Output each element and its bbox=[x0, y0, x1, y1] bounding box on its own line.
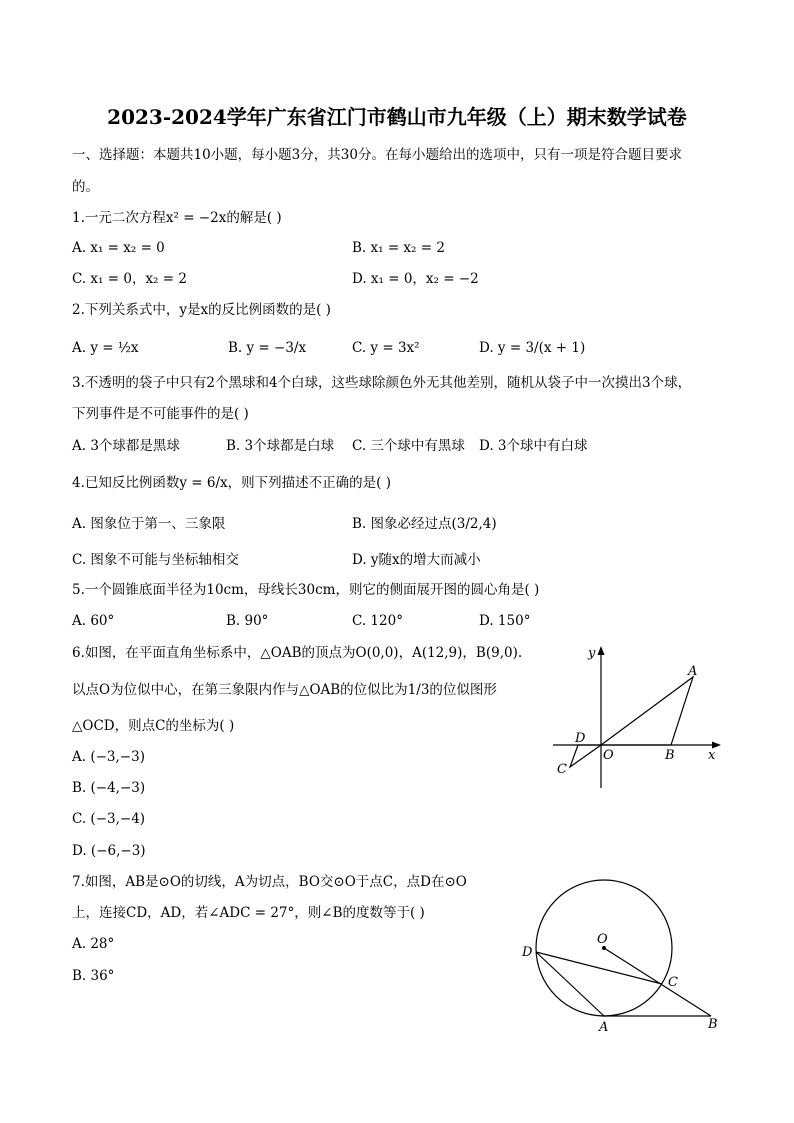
question-6-stem-cont2: △OCD，则点C的坐标为( ) bbox=[72, 718, 235, 734]
question-3-option-a: A. 3个球都是黑球 bbox=[72, 438, 180, 454]
question-3-option-b: B. 3个球都是白球 bbox=[226, 438, 335, 454]
question-1-option-a: A. x₁ = x₂ = 0 bbox=[72, 240, 165, 256]
question-5-option-c: C. 120° bbox=[352, 613, 403, 629]
question-7-option-a: A. 28° bbox=[72, 936, 115, 952]
question-4-option-a: A. 图象位于第一、三象限 bbox=[72, 516, 226, 532]
question-5-option-d: D. 150° bbox=[479, 613, 531, 629]
question-6-option-b: B. (−4,−3) bbox=[72, 780, 146, 796]
question-2-stem: 2.下列关系式中，y是x的反比例函数的是( ) bbox=[72, 302, 331, 318]
question-4-option-c: C. 图象不可能与坐标轴相交 bbox=[72, 552, 239, 568]
fig6-label-a: A bbox=[688, 664, 698, 679]
fig6-label-x: x bbox=[708, 748, 716, 763]
question-6-stem-cont1: 以点O为位似中心，在第三象限内作与△OAB的位似比为1/3的位似图形 bbox=[72, 682, 497, 698]
figure-6-coordinate-diagram bbox=[545, 640, 730, 795]
question-7-stem-cont: 上，连接CD，AD，若∠ADC = 27°，则∠B的度数等于( ) bbox=[72, 905, 425, 921]
page-title: 2023-2024学年广东省江门市鹤山市九年级（上）期末数学试卷 bbox=[107, 105, 687, 129]
question-2-option-c: C. y = 3x² bbox=[352, 340, 420, 356]
question-3-option-d: D. 3个球中有白球 bbox=[479, 438, 588, 454]
question-2-option-b: B. y = −3/x bbox=[228, 340, 307, 356]
question-2-option-d: D. y = 3/(x + 1) bbox=[479, 340, 586, 356]
fig6-label-c: C bbox=[557, 762, 567, 777]
fig6-label-d: D bbox=[575, 731, 586, 746]
question-2-option-a: A. y = ½x bbox=[72, 340, 139, 356]
question-6-stem: 6.如图，在平面直角坐标系中，△OAB的顶点为O(0,0)，A(12,9)，B(9,0). bbox=[72, 645, 523, 661]
question-6-option-a: A. (−3,−3) bbox=[72, 749, 145, 765]
question-1-option-b: B. x₁ = x₂ = 2 bbox=[352, 240, 445, 256]
fig6-label-o: O bbox=[603, 748, 614, 763]
fig6-label-y: y bbox=[588, 646, 596, 661]
question-3-option-c: C. 三个球中有黑球 bbox=[352, 438, 465, 454]
section-header-cont: 的。 bbox=[72, 179, 99, 195]
question-6-option-d: D. (−6,−3) bbox=[72, 843, 146, 859]
question-7-option-b: B. 36° bbox=[72, 968, 115, 984]
question-4-stem: 4.已知反比例函数y = 6/x，则下列描述不正确的是( ) bbox=[72, 475, 391, 491]
question-1-option-d: D. x₁ = 0，x₂ = −2 bbox=[352, 271, 479, 287]
section-header: 一、选择题：本题共10小题，每小题3分，共30分。在每小题给出的选项中，只有一项是符合题目要求 bbox=[72, 147, 682, 163]
question-5-option-b: B. 90° bbox=[226, 613, 269, 629]
fig7-label-d: D bbox=[522, 945, 533, 960]
question-4-option-d: D. y随x的增大而减小 bbox=[352, 552, 481, 568]
question-1-option-c: C. x₁ = 0，x₂ = 2 bbox=[72, 271, 187, 287]
question-4-option-b: B. 图象必经过点(3/2,4) bbox=[352, 516, 497, 532]
fig7-label-a: A bbox=[599, 1020, 609, 1035]
fig6-label-b: B bbox=[665, 748, 675, 763]
question-5-stem: 5.一个圆锥底面半径为10cm，母线长30cm，则它的侧面展开图的圆心角是( ) bbox=[72, 582, 540, 598]
question-3-stem-cont: 下列事件是不可能事件的是( ) bbox=[72, 406, 249, 422]
fig7-label-c: C bbox=[668, 975, 678, 990]
fig7-label-b: B bbox=[708, 1017, 718, 1032]
question-1-stem: 1.一元二次方程x² = −2x的解是( ) bbox=[72, 210, 282, 226]
question-5-option-a: A. 60° bbox=[72, 613, 115, 629]
question-3-stem: 3.不透明的袋子中只有2个黑球和4个白球，这些球除颜色外无其他差别，随机从袋子中一次摸出3个球， bbox=[72, 375, 692, 391]
fig7-label-o: O bbox=[597, 932, 608, 947]
figure-7-circle-diagram bbox=[515, 870, 730, 1040]
question-6-option-c: C. (−3,−4) bbox=[72, 811, 146, 827]
question-7-stem: 7.如图，AB是⊙O的切线，A为切点，BO交⊙O于点C，点D在⊙O bbox=[72, 874, 467, 890]
